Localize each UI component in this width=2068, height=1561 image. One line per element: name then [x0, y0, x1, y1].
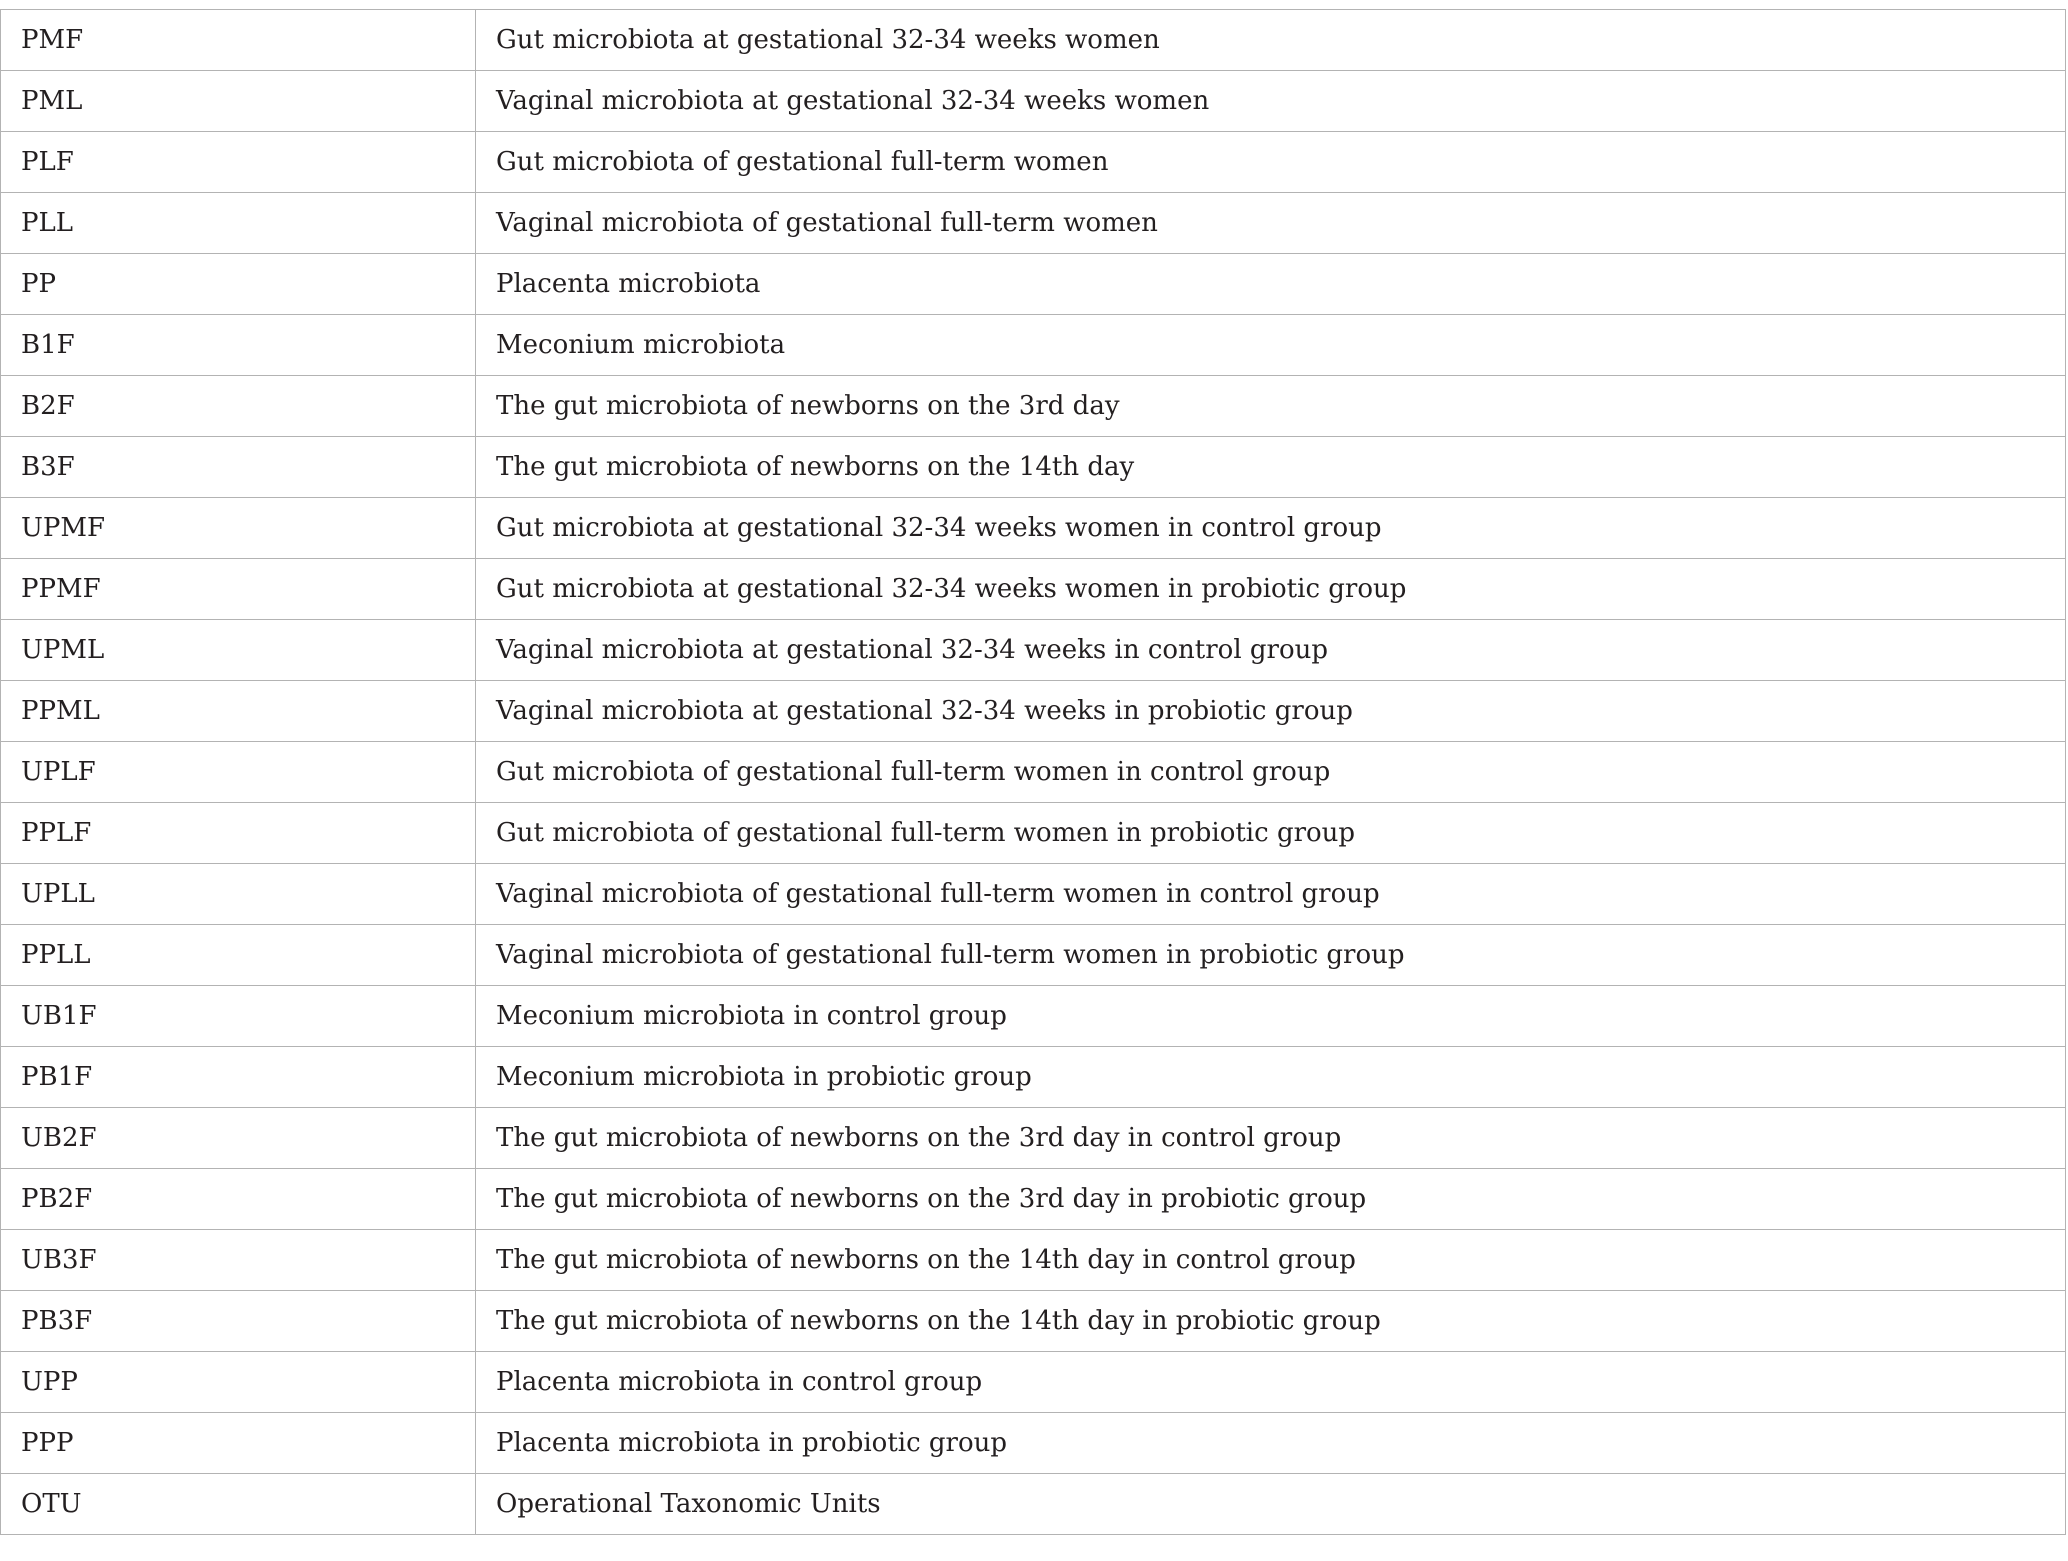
abbreviation-cell: UPML: [1, 620, 476, 681]
table-row: [1, 10, 2066, 71]
abbreviation-cell: B2F: [1, 376, 476, 437]
definition-cell: Placenta microbiota in control group: [476, 1352, 2066, 1413]
definition-cell: The gut microbiota of newborns on the 14th day in control group: [476, 1230, 2066, 1291]
table-row: [1, 681, 2066, 742]
abbreviation-table-body: [1, 10, 2066, 1535]
abbreviation-table: [0, 9, 2066, 1535]
abbreviation-cell: UPMF: [1, 498, 476, 559]
abbreviation-cell: UPLF: [1, 742, 476, 803]
definition-cell: Vaginal microbiota of gestational full-term women: [476, 193, 2066, 254]
table-row: [1, 1047, 2066, 1108]
table-row: [1, 193, 2066, 254]
definition-cell: Meconium microbiota: [476, 315, 2066, 376]
table-row: [1, 376, 2066, 437]
abbreviation-cell: UPLL: [1, 864, 476, 925]
abbreviation-cell: PLF: [1, 132, 476, 193]
definition-cell: Vaginal microbiota at gestational 32-34 weeks in probiotic group: [476, 681, 2066, 742]
abbreviation-cell: PPML: [1, 681, 476, 742]
table-row: [1, 1169, 2066, 1230]
definition-cell: The gut microbiota of newborns on the 3rd day in control group: [476, 1108, 2066, 1169]
abbreviation-cell: UPP: [1, 1352, 476, 1413]
definition-cell: Gut microbiota at gestational 32-34 weeks women in control group: [476, 498, 2066, 559]
definition-cell: Vaginal microbiota at gestational 32-34 weeks women: [476, 71, 2066, 132]
table-row: [1, 925, 2066, 986]
abbreviation-cell: PML: [1, 71, 476, 132]
definition-cell: The gut microbiota of newborns on the 3rd day: [476, 376, 2066, 437]
table-row: [1, 1230, 2066, 1291]
table-row: [1, 498, 2066, 559]
definition-cell: Placenta microbiota: [476, 254, 2066, 315]
definition-cell: Gut microbiota at gestational 32-34 weeks women: [476, 10, 2066, 71]
table-row: [1, 1352, 2066, 1413]
definition-cell: Vaginal microbiota at gestational 32-34 weeks in control group: [476, 620, 2066, 681]
table-row: [1, 437, 2066, 498]
table-row: [1, 559, 2066, 620]
abbreviation-cell: PB1F: [1, 1047, 476, 1108]
table-row: [1, 620, 2066, 681]
table-row: [1, 132, 2066, 193]
abbreviation-cell: PPLL: [1, 925, 476, 986]
table-row: [1, 986, 2066, 1047]
definition-cell: Placenta microbiota in probiotic group: [476, 1413, 2066, 1474]
definition-cell: The gut microbiota of newborns on the 14th day in probiotic group: [476, 1291, 2066, 1352]
abbreviation-cell: PB2F: [1, 1169, 476, 1230]
abbreviation-cell: UB1F: [1, 986, 476, 1047]
definition-cell: Gut microbiota at gestational 32-34 weeks women in probiotic group: [476, 559, 2066, 620]
abbreviation-cell: PLL: [1, 193, 476, 254]
table-row: [1, 1291, 2066, 1352]
abbreviation-cell: OTU: [1, 1474, 476, 1535]
definition-cell: Vaginal microbiota of gestational full-term women in probiotic group: [476, 925, 2066, 986]
definition-cell: Gut microbiota of gestational full-term women: [476, 132, 2066, 193]
table-row: [1, 1413, 2066, 1474]
table-row: [1, 254, 2066, 315]
definition-cell: The gut microbiota of newborns on the 3rd day in probiotic group: [476, 1169, 2066, 1230]
table-row: [1, 864, 2066, 925]
table-row: [1, 1108, 2066, 1169]
table-row: [1, 71, 2066, 132]
abbreviation-cell: UB2F: [1, 1108, 476, 1169]
definition-cell: Vaginal microbiota of gestational full-term women in control group: [476, 864, 2066, 925]
abbreviation-cell: B3F: [1, 437, 476, 498]
abbreviation-cell: PB3F: [1, 1291, 476, 1352]
definition-cell: The gut microbiota of newborns on the 14th day: [476, 437, 2066, 498]
abbreviation-cell: UB3F: [1, 1230, 476, 1291]
abbreviation-cell: PPLF: [1, 803, 476, 864]
definition-cell: Gut microbiota of gestational full-term women in probiotic group: [476, 803, 2066, 864]
definition-cell: Meconium microbiota in probiotic group: [476, 1047, 2066, 1108]
abbreviation-cell: B1F: [1, 315, 476, 376]
table-row: [1, 742, 2066, 803]
definition-cell: Meconium microbiota in control group: [476, 986, 2066, 1047]
abbreviation-cell: PP: [1, 254, 476, 315]
table-row: [1, 315, 2066, 376]
table-row: [1, 1474, 2066, 1535]
abbreviation-cell: PMF: [1, 10, 476, 71]
abbreviation-cell: PPP: [1, 1413, 476, 1474]
abbreviation-cell: PPMF: [1, 559, 476, 620]
definition-cell: Operational Taxonomic Units: [476, 1474, 2066, 1535]
definition-cell: Gut microbiota of gestational full-term women in control group: [476, 742, 2066, 803]
table-row: [1, 803, 2066, 864]
